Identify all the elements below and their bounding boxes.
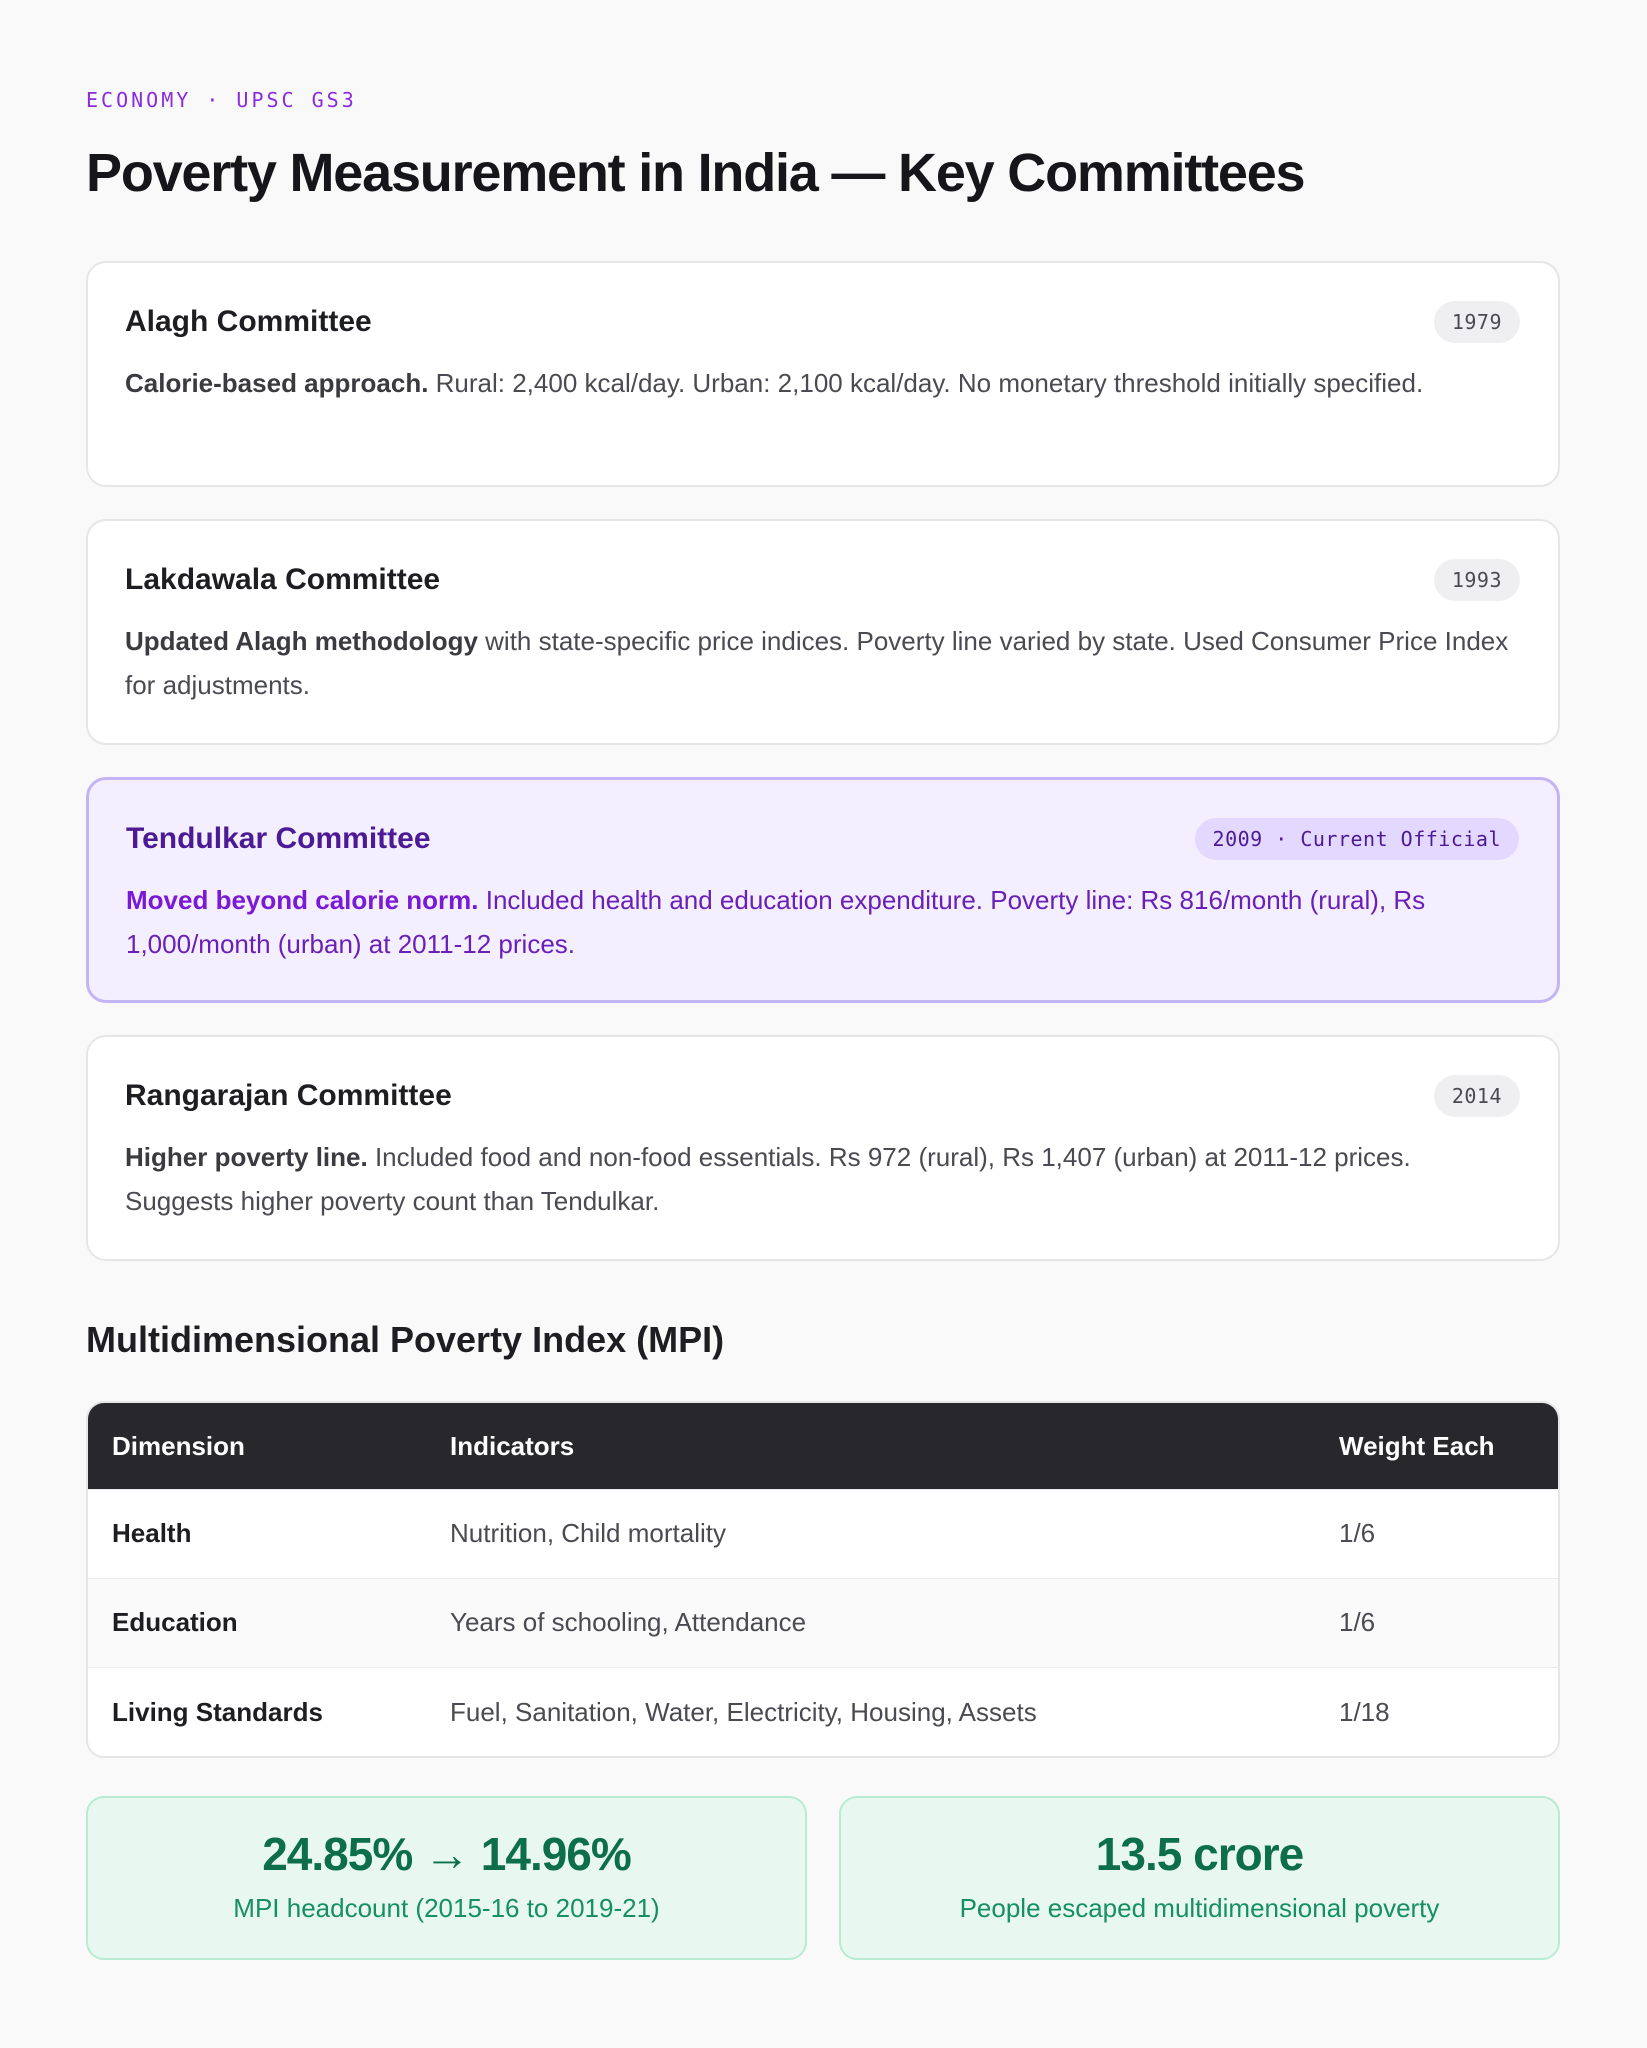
weight-cell: 1/6	[1315, 1578, 1558, 1667]
dimension-cell: Education	[88, 1578, 426, 1667]
year-badge: 1979	[1434, 301, 1520, 343]
committee-lead: Higher poverty line.	[125, 1142, 368, 1173]
mpi-table	[86, 1401, 1560, 1758]
committee-description	[125, 619, 1520, 707]
stat-label: People escaped multidimensional poverty	[959, 1893, 1440, 1924]
year-badge: 1993	[1434, 559, 1520, 601]
committee-details: Rural: 2,400 kcal/day. Urban: 2,100 kcal/day. No monetary threshold initially specified.	[428, 368, 1424, 399]
committee-card-lakdawala	[86, 519, 1560, 745]
weight-cell: 1/6	[1315, 1489, 1558, 1578]
category-kicker: ECONOMY · UPSC GS3	[86, 88, 357, 112]
stat-card-headcount	[86, 1796, 807, 1960]
committee-title: Alagh Committee	[125, 305, 372, 339]
stats-row	[86, 1796, 1560, 1960]
stat-label: MPI headcount (2015-16 to 2019-21)	[233, 1893, 660, 1924]
committee-card-alagh	[86, 261, 1560, 487]
committee-lead: Updated Alagh methodology	[125, 626, 478, 657]
committee-title: Tendulkar Committee	[126, 822, 431, 856]
indicators-cell: Years of schooling, Attendance	[426, 1578, 1315, 1667]
committee-details: Included health and education expenditure. Poverty line: Rs 816/month (rural), Rs 1,000/month (urban) at 2011-12 prices.	[126, 885, 1426, 960]
committee-card-tendulkar	[86, 777, 1560, 1003]
table-header-row	[88, 1403, 1558, 1489]
table-row	[88, 1578, 1558, 1667]
committee-title: Rangarajan Committee	[125, 1079, 452, 1113]
mpi-section-title: Multidimensional Poverty Index (MPI)	[86, 1319, 725, 1361]
table-row	[88, 1489, 1558, 1578]
committee-description	[126, 878, 1519, 966]
committee-list	[86, 261, 1560, 1261]
committee-lead: Moved beyond calorie norm.	[126, 885, 479, 916]
committee-card-rangarajan	[86, 1035, 1560, 1261]
stat-value: 13.5 crore	[1095, 1828, 1304, 1881]
committee-details: Included food and non-food essentials. Rs 972 (rural), Rs 1,407 (urban) at 2011-12 prices. Suggests higher poverty count than Tendulkar.	[125, 1142, 1411, 1217]
indicators-cell: Nutrition, Child mortality	[426, 1489, 1315, 1578]
dimension-cell: Health	[88, 1489, 426, 1578]
committee-title: Lakdawala Committee	[125, 563, 441, 597]
committee-description	[125, 1135, 1520, 1223]
dimension-cell: Living Standards	[88, 1667, 426, 1756]
stat-value: 24.85% → 14.96%	[262, 1828, 631, 1881]
table-row	[88, 1667, 1558, 1756]
stat-card-escaped	[839, 1796, 1560, 1960]
committee-details: with state-specific price indices. Poverty line varied by state. Used Consumer Price Index for adjustments.	[125, 626, 1509, 701]
page-title: Poverty Measurement in India — Key Committees	[86, 143, 1305, 203]
column-header-dimension: Dimension	[112, 1430, 245, 1461]
weight-cell: 1/18	[1315, 1667, 1558, 1756]
year-badge: 2009 · Current Official	[1195, 818, 1519, 860]
committee-lead: Calorie-based approach.	[125, 368, 429, 399]
indicators-cell: Fuel, Sanitation, Water, Electricity, Housing, Assets	[426, 1667, 1315, 1756]
column-header-weight: Weight Each	[1339, 1430, 1495, 1461]
year-badge: 2014	[1434, 1075, 1520, 1117]
committee-description	[125, 361, 1520, 405]
column-header-indicators: Indicators	[450, 1430, 575, 1461]
